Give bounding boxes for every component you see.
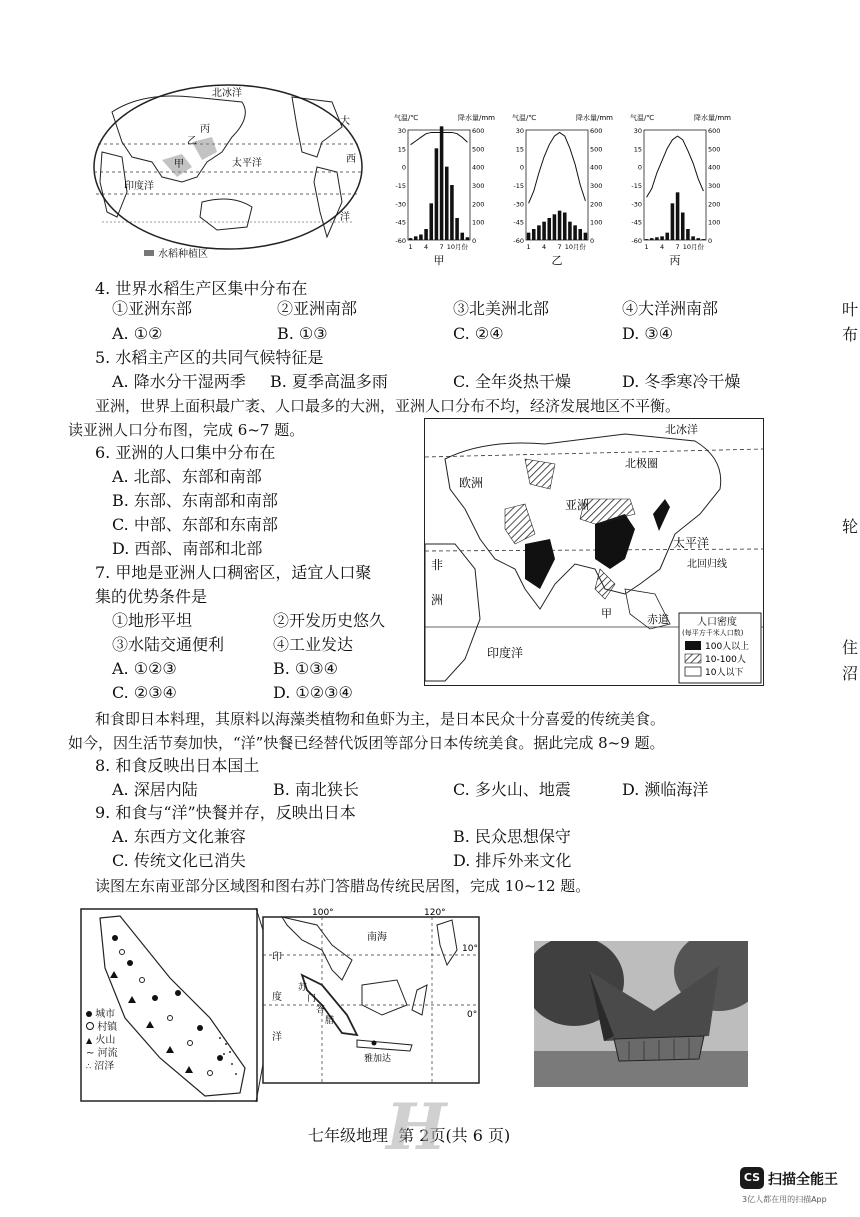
month-tick-10: 10月份	[682, 243, 704, 251]
q9-choice-d[interactable]: D. 排斥外来文化	[453, 851, 572, 870]
month-tick: 4	[660, 243, 665, 251]
asia-label-arctic: 北冰洋	[665, 423, 698, 436]
map-label-arctic: 北冰洋	[212, 88, 242, 99]
chart-name: 丙	[669, 254, 681, 267]
precip-bar	[532, 229, 536, 240]
q7-opt-4: ④工业发达	[273, 635, 354, 654]
sumatra-detail-map: 城市 村镇 ▲ 火山 ~ 河流 ∴ 沼泽	[80, 908, 258, 1102]
q4-opt-2: ②亚洲南部	[277, 299, 358, 318]
temp-line	[647, 136, 704, 197]
precip-tick: 0	[590, 237, 595, 245]
precip-bar	[435, 148, 439, 240]
temp-tick: -45	[395, 218, 406, 227]
temp-tick: -30	[513, 200, 524, 209]
sea-label-lat10: 10°	[462, 944, 478, 954]
temp-axis-label: 气温/℃	[630, 114, 655, 122]
map-label-yi: 乙	[187, 136, 197, 147]
precip-bar	[424, 229, 428, 240]
temp-axis-label: 气温/℃	[512, 114, 537, 122]
precip-bar	[409, 238, 413, 240]
precip-bar	[466, 237, 470, 240]
asia-label-indian: 印度洋	[487, 646, 524, 660]
intro-10-12: 读图左东南亚部分区域图和图右苏门答腊岛传统民居图，完成 10~12 题。	[95, 877, 591, 895]
q6-stem: 6. 亚洲的人口集中分布在	[95, 443, 276, 462]
sea-label-su: 苏	[298, 983, 308, 993]
q8-stem: 8. 和食反映出日本国土	[95, 756, 260, 775]
page-footer: 七年级地理 第 2页(共 6 页)	[308, 1126, 511, 1145]
q6-choice-c[interactable]: C. 中部、东部和东南部	[112, 515, 278, 534]
chart-frame	[408, 130, 470, 240]
temp-tick: -45	[513, 218, 524, 227]
precip-tick: 600	[708, 127, 721, 135]
precip-bar	[563, 213, 567, 241]
q5-choice-a[interactable]: A. 降水分干湿两季	[112, 372, 246, 391]
precip-bar	[450, 185, 454, 240]
q9-stem: 9. 和食与“洋”快餐并存，反映出日本	[95, 803, 356, 822]
temp-tick: -60	[395, 237, 406, 245]
temp-tick: 0	[637, 163, 642, 172]
legend-swamp: 沼泽	[94, 1061, 115, 1072]
precip-bar	[553, 214, 557, 240]
scanner-logo	[740, 1167, 855, 1213]
temp-tick: 15	[633, 145, 642, 154]
temp-tick: 0	[519, 163, 524, 172]
precip-bar	[665, 233, 669, 240]
temp-tick: 15	[397, 145, 406, 154]
sea-label-lon100: 100°	[312, 908, 334, 918]
sea-label-lat0: 0°	[467, 1010, 478, 1020]
precip-tick: 200	[472, 200, 485, 209]
q5-stem: 5. 水稻主产区的共同气候特征是	[95, 348, 324, 367]
month-tick: 1	[644, 243, 649, 251]
precip-bar	[578, 229, 582, 240]
margin-char-1: 叶	[842, 300, 859, 319]
logo-slogan: 3亿人都在用的扫描App	[742, 1195, 827, 1204]
legend-item-low: 10人以下	[705, 668, 744, 678]
asia-label-tropic: 北回归线	[687, 559, 727, 570]
sumatra-traditional-house-photo	[534, 941, 748, 1087]
precip-tick: 300	[472, 182, 485, 190]
legend-river: 河流	[97, 1048, 118, 1059]
temp-tick: 15	[515, 145, 524, 154]
sea-label-men: 门	[307, 994, 317, 1004]
temp-tick: -60	[631, 237, 642, 245]
q7-choice-a[interactable]: A. ①②③	[112, 659, 177, 678]
asia-population-map	[424, 418, 764, 686]
q5-choice-c[interactable]: C. 全年炎热干燥	[453, 372, 571, 391]
legend-subtitle: (每平方千米人口数)	[682, 629, 744, 637]
precip-bar	[681, 213, 685, 241]
q8-choice-a[interactable]: A. 深居内陆	[112, 780, 198, 799]
q7-choice-d[interactable]: D. ①②③④	[273, 683, 353, 702]
month-tick: 1	[408, 243, 413, 251]
map-label-bing: 丙	[200, 124, 210, 135]
precip-bar	[645, 239, 649, 240]
precip-bar	[660, 236, 664, 240]
q8-choice-b[interactable]: B. 南北狭长	[273, 780, 359, 799]
climate-charts	[394, 112, 754, 272]
q4-choice-d[interactable]: D. ③④	[622, 324, 674, 343]
footer-watermark: H	[386, 1090, 447, 1165]
precip-bar	[445, 167, 449, 240]
legend-town: 村镇	[97, 1022, 118, 1033]
map-label-yang: 洋	[340, 212, 350, 223]
q6-choice-a[interactable]: A. 北部、东部和南部	[112, 467, 262, 486]
map-label-pacific: 太平洋	[232, 158, 262, 169]
legend-title: 人口密度	[697, 617, 737, 628]
asia-label-asia: 亚洲	[565, 498, 590, 512]
temp-tick: -15	[631, 182, 642, 190]
intro-8-9-line2: 如今，因生活节奏加快，“洋”快餐已经替代饭团等部分日本传统美食。据此完成 8~9 题。	[68, 734, 665, 752]
precip-tick: 100	[708, 218, 721, 227]
asia-label-europe: 欧洲	[459, 476, 484, 490]
precip-bar	[686, 229, 690, 240]
month-tick-10: 10月份	[564, 243, 586, 251]
intro-8-9-line1: 和食即日本料理，其原料以海藻类植物和鱼虾为主，是日本民众十分喜爱的传统美食。	[95, 710, 666, 728]
q5-choice-d[interactable]: D. 冬季寒冷干燥	[622, 372, 741, 391]
temp-tick: -60	[513, 237, 524, 245]
q4-choice-a[interactable]: A. ①②	[112, 324, 163, 343]
intro-6-7-line1: 亚洲，世界上面积最广袤、人口最多的大洲，亚洲人口分布不均，经济发展地区不平衡。	[95, 397, 681, 415]
precip-bar	[671, 203, 675, 240]
q7-stem-1: 7. 甲地是亚洲人口稠密区，适宜人口聚	[95, 563, 372, 582]
legend-item-mid: 10-100人	[705, 655, 746, 665]
q4-choice-c[interactable]: C. ②④	[453, 324, 504, 343]
legend-item-high: 100人以上	[705, 642, 750, 652]
precip-tick: 200	[708, 200, 721, 209]
q8-choice-c[interactable]: C. 多火山、地震	[453, 780, 571, 799]
month-tick-10: 10月份	[446, 243, 468, 251]
intro-6-7-line2: 读亚洲人口分布图，完成 6~7 题。	[68, 421, 305, 439]
precip-bar	[558, 211, 562, 240]
precip-bar	[414, 236, 418, 240]
q7-choice-c[interactable]: C. ②③④	[112, 683, 177, 702]
q5-choice-b[interactable]: B. 夏季高温多雨	[270, 372, 388, 391]
month-tick: 7	[439, 243, 444, 251]
precip-bar	[702, 239, 706, 240]
precip-axis-label: 降水量/mm	[576, 114, 613, 122]
precip-tick: 400	[708, 163, 721, 172]
world-rice-map	[92, 82, 364, 262]
precip-tick: 400	[472, 163, 485, 172]
precip-bar	[547, 218, 551, 240]
temp-tick: -15	[513, 182, 524, 190]
q7-stem-2: 集的优势条件是	[95, 587, 208, 606]
temp-tick: -45	[631, 218, 642, 227]
asia-label-equator: 赤道	[647, 613, 669, 626]
precip-bar	[527, 233, 531, 240]
asia-label-pacific: 太平洋	[673, 536, 710, 550]
temp-tick: -30	[395, 200, 406, 209]
chart-name: 乙	[551, 254, 563, 267]
precip-bar	[440, 126, 444, 240]
margin-char-4: 住	[842, 638, 859, 657]
precip-tick: 600	[590, 127, 603, 135]
map-label-da: 大	[340, 116, 350, 127]
temp-tick: 30	[633, 127, 642, 135]
legend-volcano: 火山	[95, 1035, 116, 1046]
q9-choice-a[interactable]: A. 东西方文化兼容	[112, 827, 246, 846]
precip-bar	[455, 218, 459, 240]
month-tick: 4	[424, 243, 429, 251]
precip-bar	[429, 203, 433, 240]
precip-tick: 300	[708, 182, 721, 190]
precip-tick: 0	[708, 237, 713, 245]
precip-axis-label: 降水量/mm	[694, 114, 731, 122]
q4-stem: 4. 世界水稻生产区集中分布在	[95, 279, 308, 298]
temp-axis-label: 气温/℃	[394, 114, 419, 122]
q9-choice-b[interactable]: B. 民众思想保守	[453, 827, 571, 846]
map-label-jia: 甲	[174, 159, 184, 170]
precip-bar	[460, 233, 464, 240]
q4-opt-1: ①亚洲东部	[112, 299, 193, 318]
month-tick: 1	[526, 243, 531, 251]
precip-axis-label: 降水量/mm	[458, 114, 495, 122]
precip-bar	[676, 192, 680, 240]
legend-city: 城市	[95, 1009, 116, 1020]
precip-bar	[650, 238, 654, 240]
precip-tick: 500	[472, 145, 485, 154]
temp-line	[411, 132, 468, 144]
sea-label-du: 度	[272, 992, 282, 1003]
precip-bar	[584, 233, 588, 240]
month-tick: 4	[542, 243, 547, 251]
precip-tick: 200	[590, 200, 603, 209]
sea-label-yin: 印	[272, 952, 282, 963]
precip-tick: 600	[472, 127, 485, 135]
precip-tick: 0	[472, 237, 477, 245]
precip-bar	[419, 235, 423, 241]
q8-choice-d[interactable]: D. 濒临海洋	[622, 780, 709, 799]
q4-choice-b[interactable]: B. ①③	[277, 324, 328, 343]
sea-label-lon120: 120°	[424, 908, 446, 918]
q9-choice-c[interactable]: C. 传统文化已消失	[112, 851, 246, 870]
asia-label-arctic-circle: 北极圈	[625, 457, 658, 470]
q7-opt-3: ③水陆交通便利	[112, 635, 225, 654]
precip-tick: 300	[590, 182, 603, 190]
precip-tick: 400	[590, 163, 603, 172]
precip-bar	[542, 222, 546, 240]
logo-name: 扫描全能王	[768, 1172, 838, 1188]
precip-tick: 100	[590, 218, 603, 227]
precip-tick: 500	[590, 145, 603, 154]
sea-label-jakarta: 雅加达	[364, 1054, 392, 1064]
precip-bar	[696, 238, 700, 240]
q4-opt-3: ③北美洲北部	[453, 299, 550, 318]
chart-name: 甲	[433, 254, 445, 267]
sea-label-yang: 洋	[272, 1032, 282, 1043]
margin-char-3: 轮	[842, 517, 859, 536]
month-tick: 7	[675, 243, 680, 251]
q6-choice-b[interactable]: B. 东部、东南部和南部	[112, 491, 278, 510]
temp-tick: -30	[631, 200, 642, 209]
margin-char-2: 布	[842, 325, 859, 344]
q4-opt-4: ④大洋洲南部	[622, 299, 719, 318]
temp-tick: 0	[401, 163, 406, 172]
precip-bar	[537, 225, 541, 240]
sea-label-south-sea: 南海	[367, 932, 387, 943]
q7-choice-b[interactable]: B. ①③④	[273, 659, 338, 678]
temp-tick: 30	[397, 127, 406, 135]
precip-tick: 100	[472, 218, 485, 227]
temp-tick: 30	[515, 127, 524, 135]
precip-tick: 500	[708, 145, 721, 154]
q7-opt-1: ①地形平坦	[112, 611, 193, 630]
precip-bar	[573, 225, 577, 240]
map-label-indian: 印度洋	[124, 181, 154, 192]
asia-label-jia: 甲	[601, 607, 612, 620]
temp-tick: -15	[395, 182, 406, 190]
sea-label-la: 腊	[325, 1016, 335, 1026]
precip-bar	[568, 222, 572, 240]
sea-label-da: 答	[316, 1005, 326, 1015]
asia-label-africa-2: 洲	[431, 593, 444, 607]
asia-label-africa-1: 非	[431, 558, 444, 572]
month-tick: 7	[557, 243, 562, 251]
southeast-asia-map	[262, 905, 480, 1085]
rice-legend-label: 水稻种植区	[158, 249, 208, 260]
cs-badge: CS	[740, 1167, 764, 1189]
temp-line	[529, 132, 586, 203]
precip-bar	[655, 237, 659, 240]
q7-opt-2: ②开发历史悠久	[273, 611, 386, 630]
margin-char-5: 沼	[842, 664, 859, 683]
map-label-xi: 西	[346, 154, 356, 165]
q6-choice-d[interactable]: D. 西部、南部和北部	[112, 539, 263, 558]
precip-bar	[691, 236, 695, 240]
